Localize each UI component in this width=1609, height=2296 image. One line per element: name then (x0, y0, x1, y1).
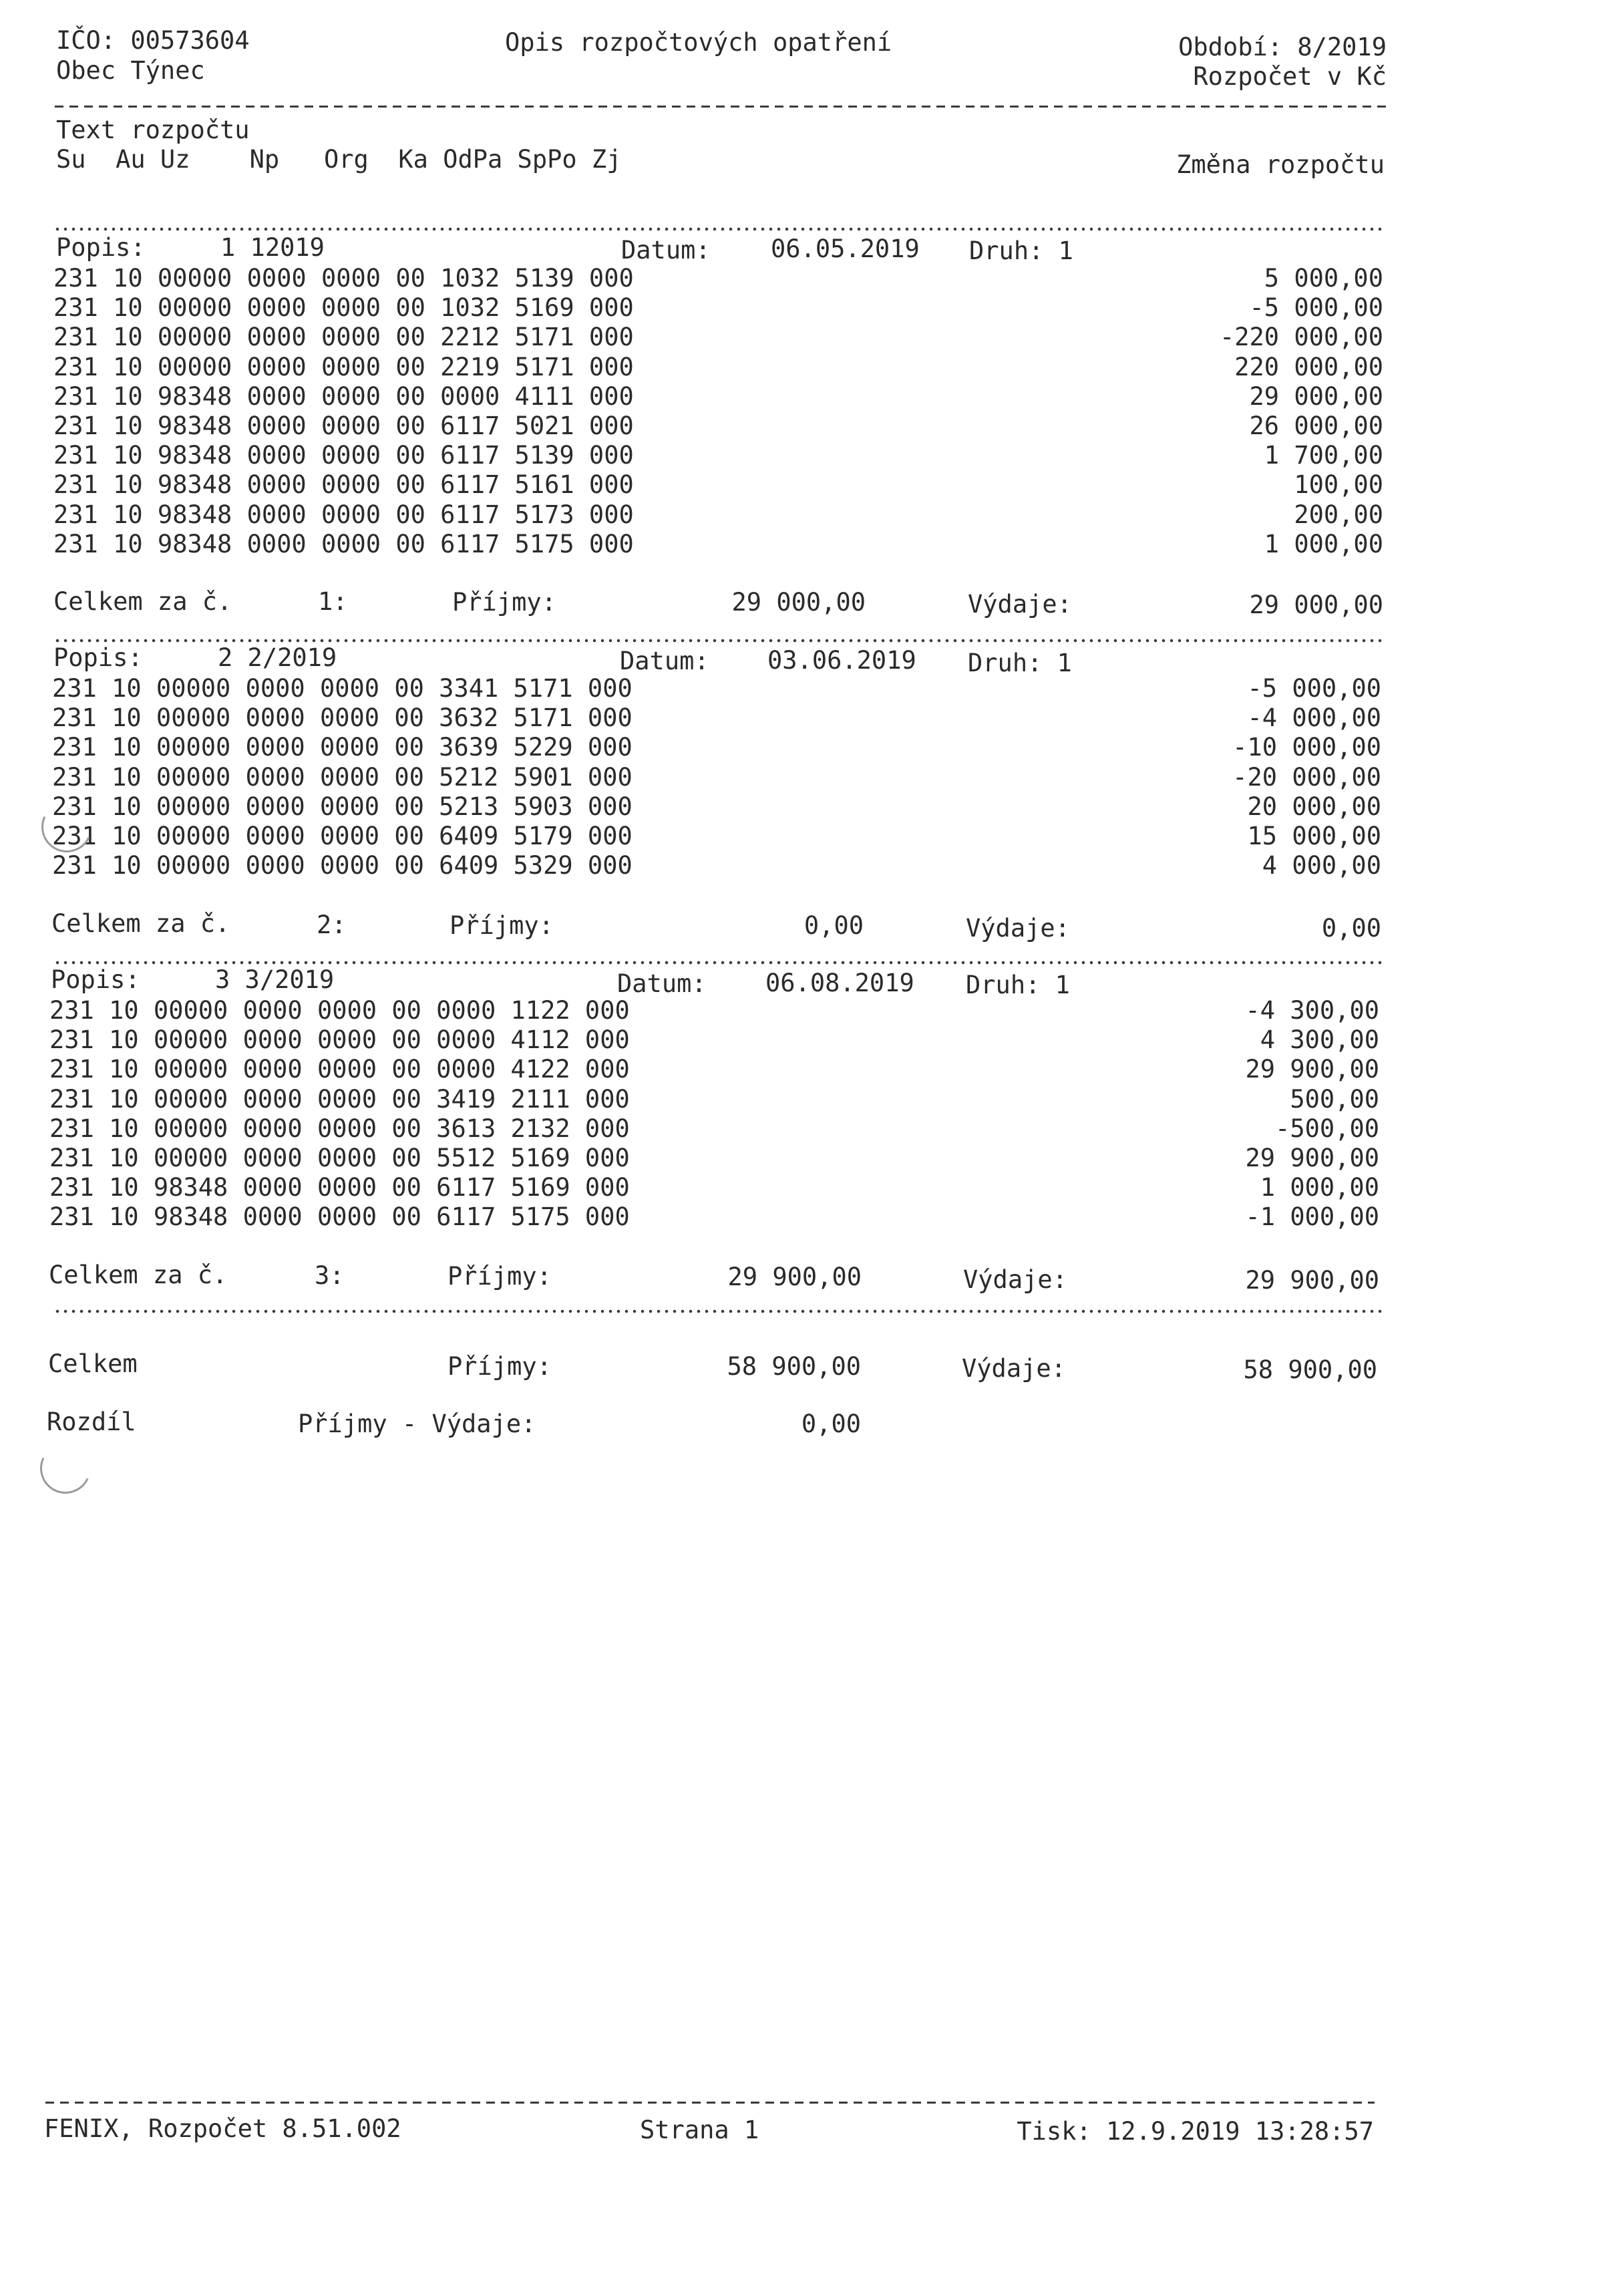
datum-value: 06.08.2019 (765, 969, 914, 997)
datum-value: 06.05.2019 (771, 234, 920, 263)
footer-page-number: Strana 1 (640, 2116, 759, 2144)
budget-line-code: 231 10 00000 0000 0000 00 6409 5329 000 (52, 851, 633, 880)
budget-line-amount: 1 700,00 (1264, 441, 1383, 470)
budget-line-amount: -4 000,00 (1247, 703, 1381, 733)
dotted-divider (53, 639, 1383, 643)
budget-line-code: 231 10 00000 0000 0000 00 3419 2111 000 (49, 1084, 630, 1114)
budget-line-amount: 1 000,00 (1264, 529, 1383, 558)
total-label: Celkem za č. (53, 587, 232, 616)
budget-line-code: 231 10 00000 0000 0000 00 0000 4122 000 (49, 1055, 630, 1084)
budget-line-amount: -4 300,00 (1245, 996, 1379, 1025)
budget-line-code: 231 10 98348 0000 0000 00 6117 5161 000 (53, 470, 634, 500)
popis-label: Popis: (56, 233, 146, 262)
budget-line-amount: 200,00 (1294, 500, 1383, 529)
budget-line-amount: 500,00 (1290, 1084, 1379, 1114)
expense-label: Výdaje: (968, 590, 1072, 619)
budget-line-code: 231 10 00000 0000 0000 00 3632 5171 000 (52, 703, 633, 733)
expense-value: 29 000,00 (1249, 591, 1383, 619)
total-number: 3: (315, 1261, 345, 1290)
punch-hole-mark (33, 1436, 98, 1500)
footer-divider (45, 2102, 1375, 2104)
footer-app-version: FENIX, Rozpočet 8.51.002 (44, 2114, 401, 2143)
budget-line-code: 231 10 00000 0000 0000 00 3639 5229 000 (52, 733, 633, 762)
total-number: 2: (317, 911, 347, 939)
budget-line-amount: 100,00 (1294, 470, 1383, 500)
report-title: Opis rozpočtových opatření (505, 28, 892, 57)
income-value: 29 000,00 (731, 588, 866, 617)
grand-income-label: Příjmy: (448, 1352, 552, 1381)
budget-line-amount: 220 000,00 (1234, 352, 1383, 381)
budget-line-code: 231 10 00000 0000 0000 00 2212 5171 000 (53, 323, 634, 352)
popis-value: 3 3/2019 (215, 965, 335, 994)
budget-line-amount: 29 900,00 (1245, 1055, 1379, 1084)
budget-line-amount: 15 000,00 (1247, 822, 1381, 850)
grand-expense-value: 58 900,00 (1243, 1355, 1377, 1384)
druh-label: Druh: 1 (966, 971, 1070, 999)
budget-line-code: 231 10 98348 0000 0000 00 6117 5021 000 (53, 412, 634, 440)
budget-line-code: 231 10 00000 0000 0000 00 1032 5139 000 (53, 264, 634, 293)
budget-line-amount: -500,00 (1275, 1114, 1379, 1143)
budget-line-code: 231 10 98348 0000 0000 00 0000 4111 000 (53, 381, 634, 411)
budget-line-code: 231 10 00000 0000 0000 00 0000 4112 000 (49, 1025, 630, 1055)
income-label: Příjmy: (452, 588, 556, 617)
ico-label: IČO: 00573604 (56, 26, 250, 55)
budget-line-amount: 20 000,00 (1247, 792, 1381, 821)
difference-formula: Příjmy - Výdaje: (298, 1410, 536, 1438)
budget-line-amount: 5 000,00 (1264, 264, 1383, 293)
budget-line-code: 231 10 00000 0000 0000 00 1032 5169 000 (53, 293, 634, 323)
difference-value: 0,00 (801, 1410, 861, 1438)
difference-label: Rozdíl (47, 1408, 136, 1436)
dotted-divider (53, 961, 1383, 965)
period-label: Období: 8/2019 (1178, 33, 1387, 61)
column-change-header: Změna rozpočtu (1176, 150, 1385, 179)
popis-value: 1 12019 (220, 233, 325, 262)
budget-line-code: 231 10 00000 0000 0000 00 5213 5903 000 (52, 792, 633, 821)
datum-label: Datum: (617, 969, 707, 998)
budget-line-amount: -5 000,00 (1247, 674, 1381, 703)
budget-line-code: 231 10 00000 0000 0000 00 3613 2132 000 (49, 1114, 630, 1143)
currency-label: Rozpočet v Kč (1193, 62, 1387, 91)
income-value: 0,00 (803, 911, 864, 940)
datum-label: Datum: (621, 236, 711, 265)
budget-line-amount: -20 000,00 (1232, 762, 1381, 792)
expense-label: Výdaje: (963, 1265, 1067, 1294)
expense-value: 0,00 (1321, 914, 1381, 943)
popis-label: Popis: (53, 643, 143, 672)
grand-income-value: 58 900,00 (727, 1352, 861, 1381)
budget-line-amount: 26 000,00 (1249, 412, 1383, 440)
header-divider (55, 106, 1388, 108)
total-label: Celkem za č. (51, 909, 230, 938)
income-value: 29 900,00 (727, 1263, 862, 1291)
budget-line-amount: 29 000,00 (1249, 381, 1383, 411)
budget-line-code: 231 10 00000 0000 0000 00 5512 5169 000 (49, 1144, 630, 1172)
expense-label: Výdaje: (966, 914, 1070, 943)
budget-line-code: 231 10 00000 0000 0000 00 2219 5171 000 (53, 352, 634, 381)
grand-expense-label: Výdaje: (962, 1354, 1066, 1383)
grand-total-label: Celkem (48, 1349, 138, 1378)
dotted-divider (53, 1309, 1383, 1313)
municipality-name: Obec Týnec (56, 56, 205, 85)
budget-line-code: 231 10 00000 0000 0000 00 0000 1122 000 (49, 996, 630, 1025)
income-label: Příjmy: (450, 911, 554, 940)
budget-line-code: 231 10 98348 0000 0000 00 6117 5175 000 (49, 1202, 630, 1232)
budget-line-code: 231 10 00000 0000 0000 00 6409 5179 000 (52, 822, 633, 850)
budget-line-code: 231 10 00000 0000 0000 00 3341 5171 000 (52, 674, 633, 703)
budget-line-amount: 4 300,00 (1260, 1025, 1379, 1055)
budget-line-code: 231 10 98348 0000 0000 00 6117 5175 000 (53, 529, 634, 558)
budget-line-amount: -10 000,00 (1232, 733, 1381, 762)
budget-line-amount: 4 000,00 (1262, 851, 1381, 880)
budget-line-amount: 29 900,00 (1245, 1144, 1379, 1172)
budget-line-amount: -5 000,00 (1249, 293, 1383, 323)
total-number: 1: (318, 587, 348, 616)
footer-print-timestamp: Tisk: 12.9.2019 13:28:57 (1017, 2117, 1374, 2146)
expense-value: 29 900,00 (1245, 1266, 1379, 1295)
dotted-divider (53, 227, 1383, 231)
budget-line-code: 231 10 98348 0000 0000 00 6117 5139 000 (53, 441, 634, 470)
popis-value: 2 2/2019 (218, 643, 337, 672)
datum-label: Datum: (620, 647, 709, 675)
income-label: Příjmy: (448, 1262, 552, 1291)
datum-value: 03.06.2019 (767, 646, 916, 675)
budget-line-code: 231 10 00000 0000 0000 00 5212 5901 000 (52, 762, 633, 792)
budget-line-amount: 1 000,00 (1260, 1173, 1379, 1202)
column-text-label: Text rozpočtu (56, 116, 250, 144)
popis-label: Popis: (51, 965, 140, 994)
druh-label: Druh: 1 (968, 649, 1072, 677)
budget-line-amount: -220 000,00 (1219, 323, 1383, 352)
total-label: Celkem za č. (49, 1261, 228, 1289)
column-codes-header: Su Au Uz Np Org Ka OdPa SpPo Zj (56, 145, 622, 174)
budget-line-code: 231 10 98348 0000 0000 00 6117 5169 000 (49, 1173, 630, 1202)
budget-line-code: 231 10 98348 0000 0000 00 6117 5173 000 (53, 500, 634, 529)
budget-line-amount: -1 000,00 (1245, 1202, 1379, 1232)
druh-label: Druh: 1 (969, 236, 1073, 265)
